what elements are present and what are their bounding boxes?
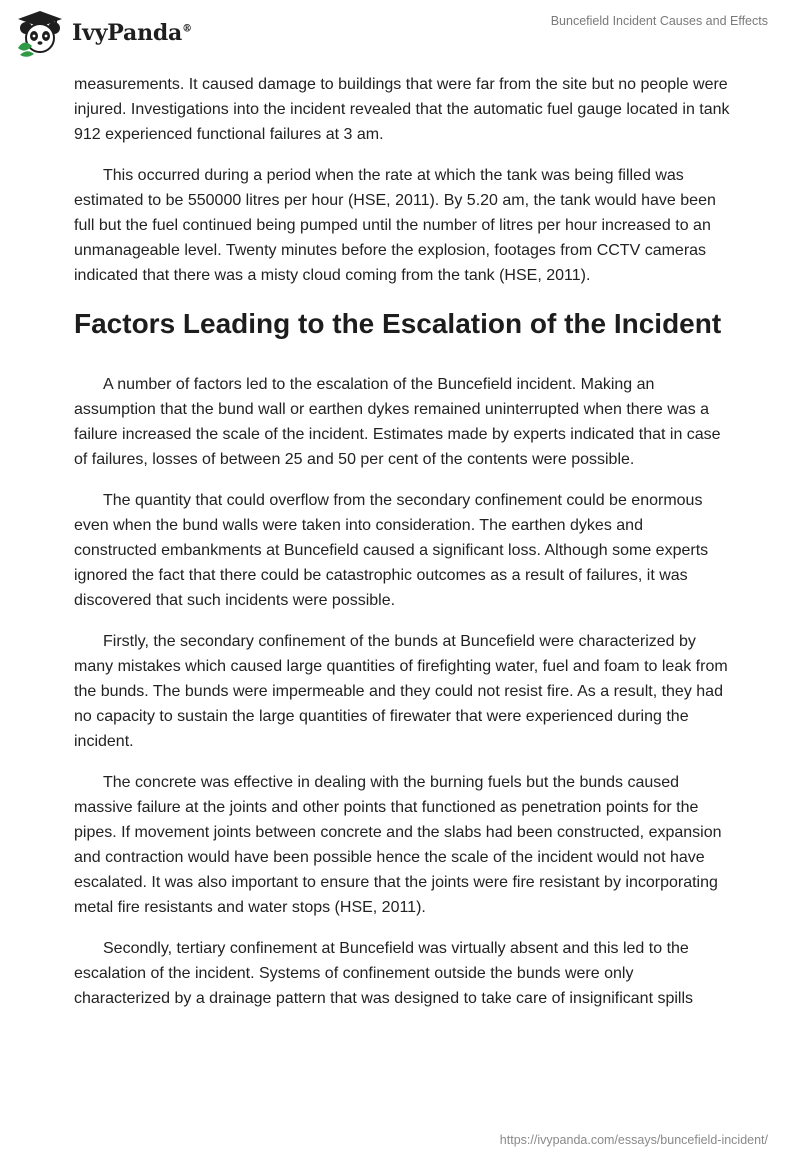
section-heading: Factors Leading to the Escalation of the Incident — [74, 308, 722, 339]
paragraph: This occurred during a period when the rate at which the tank was being filled was estimated to be 550000 litres per hour (HSE, 2011). By 5.20 am, the tank would have been full but the fuel continued being pumped until the number of litres per hour increased to an unmanageable level. Twenty minutes before the explosion, footages from CCTV cameras indicated that there was a misty cloud coming from the tank (HSE, 2011). — [74, 167, 716, 284]
paragraph: The concrete was effective in dealing with the burning fuels but the bunds caused massive failure at the joints and other points that functioned as penetration points for the pipes. If movement joints between concrete and the slabs had been constructed, expansion and contraction would have been possible hence the scale of the incident would not have escalated. It was also important to ensure that the joints were fire resistant by incorporating metal fire resistants and water stops (HSE, 2011). — [74, 774, 722, 916]
brand-name: IvyPanda® — [72, 20, 192, 46]
paragraph: Secondly, tertiary confinement at Buncefield was virtually absent and this led to the escalation of the incident. Systems of confinement outside the bunds were only characterized by a drainage pattern that was designed to take care of insignificant spills — [74, 940, 694, 1007]
paragraph: A number of factors led to the escalation of the Buncefield incident. Making an assumption that the bund wall or earthen dykes remained uninterrupted when there was a failure increased the scale of the incident. Estimates made by experts indicated that in case of failures, losses of between 25 and 50 per cent of the contents were possible. — [74, 376, 721, 468]
logo[interactable] — [12, 8, 192, 58]
paragraph: The quantity that could overflow from the secondary confinement could be enormous even when the bund walls were taken into consideration. The earthen dykes and constructed embankments at Buncefield caused a significant loss. Although some experts ignored the fact that there could be catastrophic outcomes as a result of failures, it was discovered that such incidents were possible. — [74, 492, 709, 609]
panda-graduate-icon — [12, 8, 68, 58]
page-header — [0, 0, 800, 68]
paragraph: Firstly, the secondary confinement of the bunds at Buncefield were characterized by many mistakes which caused large quantities of firefighting water, fuel and foam to leak from the bunds. The bunds were impermeable and they could not resist fire. As a result, they had no capacity to sustain the large quantities of firewater that were experienced during the incident. — [74, 633, 728, 750]
source-url[interactable]: https://ivypanda.com/essays/buncefield-incident/ — [499, 1133, 768, 1147]
essay-body — [74, 72, 730, 1027]
document-title: Buncefield Incident Causes and Effects — [550, 14, 768, 28]
paragraph: measurements. It caused damage to buildings that were far from the site but no people were injured. Investigations into the incident revealed that the automatic fuel gauge located in tank 912 experienced functional failures at 3 am. — [74, 76, 730, 143]
